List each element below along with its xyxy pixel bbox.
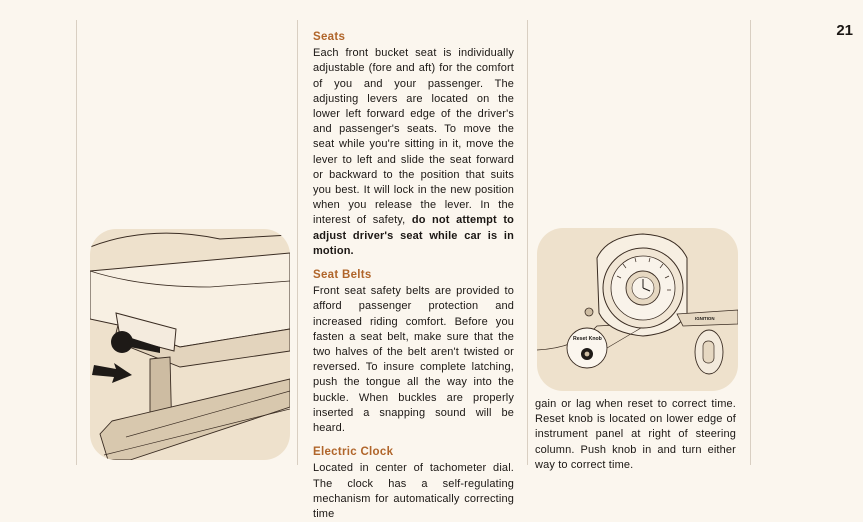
electric-clock-heading: Electric Clock (313, 446, 394, 459)
center-column (313, 30, 514, 522)
arrow-icon (92, 363, 132, 383)
seats-body-intro: Each front bucket seat is individually adjustable (fore and aft) for the comfort of you and your passenger. The adjusting levers are located on the lower left forward edge of the driver's and passenger's seats. To move the seat while you're sitting in it, move the lever to left and slide the seat forward or backward to the position that suits you best. It will lock in the new position when you release the lever. In the interest of safety, (313, 47, 514, 227)
seat-belts-heading: Seat Belts (313, 269, 372, 282)
column-rule-3 (527, 20, 528, 465)
seat-lever-illustration (90, 229, 290, 460)
seats-heading: Seats (313, 31, 346, 43)
column-rule-4 (750, 20, 751, 465)
seats-section (313, 30, 514, 259)
seats-body-warning: do not attempt to adjust driver's seat while car is in motion. (313, 214, 514, 257)
electric-clock-section (313, 445, 514, 522)
ignition-label: IGNITION (695, 316, 715, 321)
column-rule-2 (297, 20, 298, 465)
electric-clock-body-part1: Located in center of tachometer dial. The clock has a self-regulating mechanism for automatically correcting time (313, 462, 514, 521)
page-number: 21 (836, 22, 853, 39)
tachometer-clock-illustration (537, 228, 738, 391)
column-rule-1 (76, 20, 77, 465)
reset-knob-label: Reset Knob (573, 336, 602, 342)
electric-clock-body-part2: gain or lag when reset to correct time. Reset knob is located on lower edge of instrument panel at right of steering column. Push knob in and turn either way to correct time. (535, 398, 736, 471)
seat-belts-body: Front seat safety belts are provided to afford passenger protection and increased riding comfort. Before you fasten a seat belt, make sure that the two halves of the belt aren't twisted or reversed. To insure complete latching, push the tongue all the way into the buckle. When buckles are properly inserted a snapping sound will be heard. (313, 285, 514, 435)
seat-belts-section (313, 268, 514, 436)
right-column (535, 397, 736, 473)
seats-body (313, 46, 514, 259)
